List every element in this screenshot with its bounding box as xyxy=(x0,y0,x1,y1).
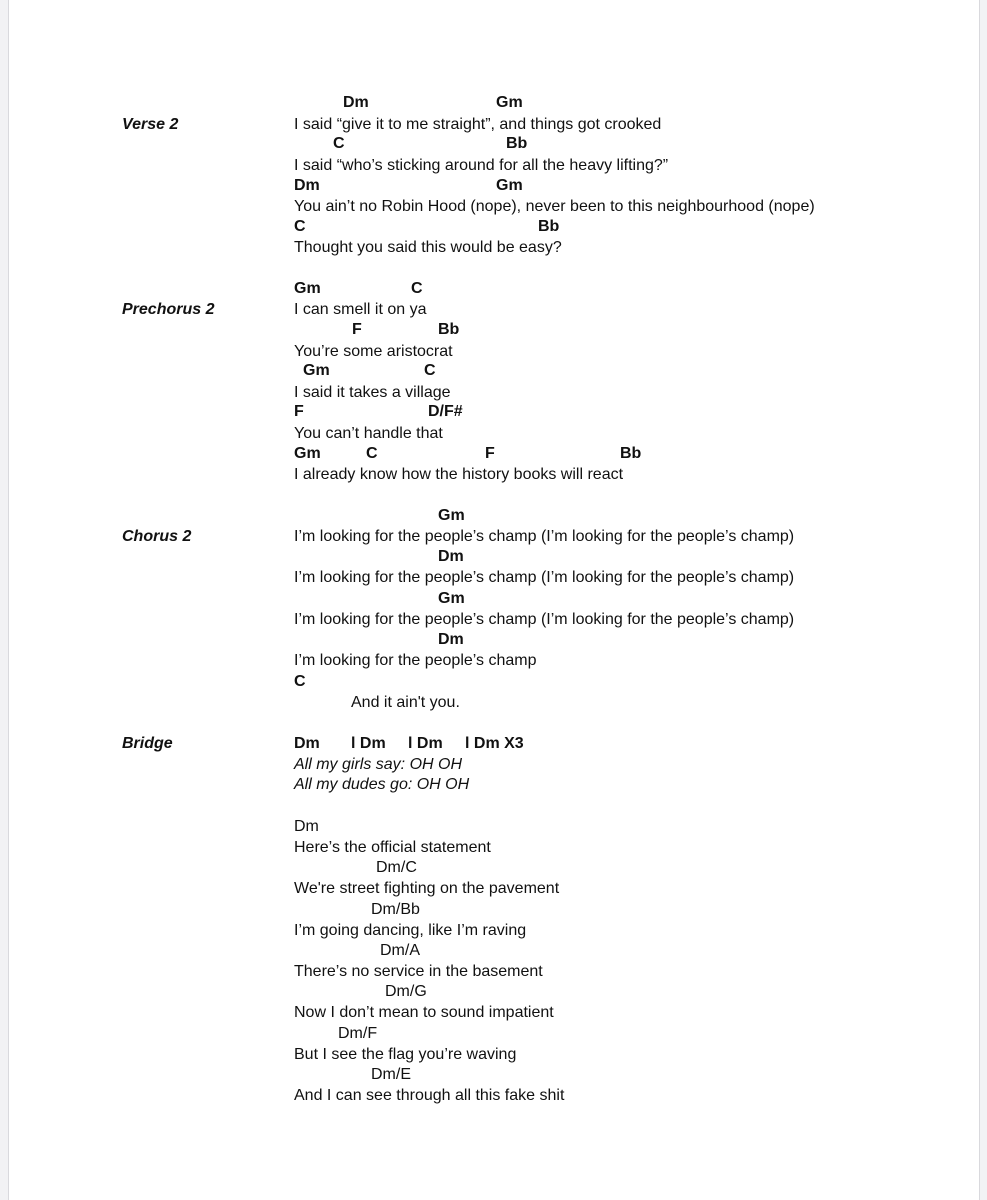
chord: Gm xyxy=(438,507,465,524)
chord: Dm xyxy=(294,177,320,194)
chord: Gm xyxy=(438,590,465,607)
lyric-line: But I see the flag you’re waving xyxy=(294,1046,517,1063)
chord: Dm/Bb xyxy=(371,901,420,918)
chord: Dm/G xyxy=(385,983,427,1000)
lyric-line: And it ain't you. xyxy=(351,694,460,711)
section-label-chorus-2: Chorus 2 xyxy=(122,528,192,545)
lyric-line: I said “who’s sticking around for all the heavy lifting?” xyxy=(294,157,669,174)
lyric-line: I’m looking for the people’s champ (I’m looking for the people’s champ) xyxy=(294,569,795,586)
lyric-line: I’m looking for the people’s champ (I’m looking for the people’s champ) xyxy=(294,611,795,628)
chord: Dm xyxy=(294,735,320,752)
lyric-line: And I can see through all this fake shit xyxy=(294,1087,565,1104)
chord: F xyxy=(485,445,495,462)
chord: Gm xyxy=(496,94,523,111)
chord: C xyxy=(294,673,306,690)
chord: l Dm xyxy=(351,735,386,752)
lyric-line: Here’s the official statement xyxy=(294,839,491,856)
chord: Dm/E xyxy=(371,1066,411,1083)
lyric-line: You ain’t no Robin Hood (nope), never been to this neighbourhood (nope) xyxy=(294,198,815,215)
lyric-line: Now I don’t mean to sound impatient xyxy=(294,1004,554,1021)
chord: Bb xyxy=(620,445,642,462)
lyric-line: I’m going dancing, like I’m raving xyxy=(294,922,527,939)
lyric-line: Thought you said this would be easy? xyxy=(294,239,562,256)
chord: Dm xyxy=(438,548,464,565)
lyric-line-italic: All my dudes go: OH OH xyxy=(294,776,470,793)
chord: Dm xyxy=(294,818,319,835)
chord: C xyxy=(411,280,423,297)
chord: Dm xyxy=(438,631,464,648)
chord: F xyxy=(352,321,362,338)
chord: Gm xyxy=(294,445,321,462)
chord: Dm xyxy=(343,94,369,111)
lyrics-page xyxy=(8,0,980,1200)
lyric-line: I said “give it to me straight”, and things got crooked xyxy=(294,116,662,133)
lyric-line: I’m looking for the people’s champ (I’m looking for the people’s champ) xyxy=(294,528,795,545)
chord: C xyxy=(333,135,345,152)
lyric-line: We're street fighting on the pavement xyxy=(294,880,560,897)
section-label-verse-2: Verse 2 xyxy=(122,116,179,133)
chord: l Dm xyxy=(408,735,443,752)
chord: Dm/A xyxy=(380,942,420,959)
chord: Gm xyxy=(303,362,330,379)
chord: C xyxy=(366,445,378,462)
chord: D/F# xyxy=(428,403,463,420)
lyric-line-italic: All my girls say: OH OH xyxy=(294,756,463,773)
chord: Gm xyxy=(294,280,321,297)
lyric-line: You’re some aristocrat xyxy=(294,343,453,360)
chord: Dm/C xyxy=(376,859,417,876)
chord: Gm xyxy=(496,177,523,194)
chord: F xyxy=(294,403,304,420)
section-label-prechorus-2: Prechorus 2 xyxy=(122,301,215,318)
chord: Bb xyxy=(506,135,528,152)
chord: Bb xyxy=(538,218,560,235)
chord: C xyxy=(424,362,436,379)
chord: l Dm X3 xyxy=(465,735,524,752)
lyric-line: There’s no service in the basement xyxy=(294,963,543,980)
lyric-line: I said it takes a village xyxy=(294,384,451,401)
chord: Dm/F xyxy=(338,1025,378,1042)
lyric-line: I already know how the history books will react xyxy=(294,466,624,483)
chord: C xyxy=(294,218,306,235)
chord: Bb xyxy=(438,321,460,338)
section-label-bridge: Bridge xyxy=(122,735,173,752)
lyric-line: I can smell it on ya xyxy=(294,301,427,318)
lyric-line: You can’t handle that xyxy=(294,425,443,442)
lyric-line: I’m looking for the people’s champ xyxy=(294,652,537,669)
